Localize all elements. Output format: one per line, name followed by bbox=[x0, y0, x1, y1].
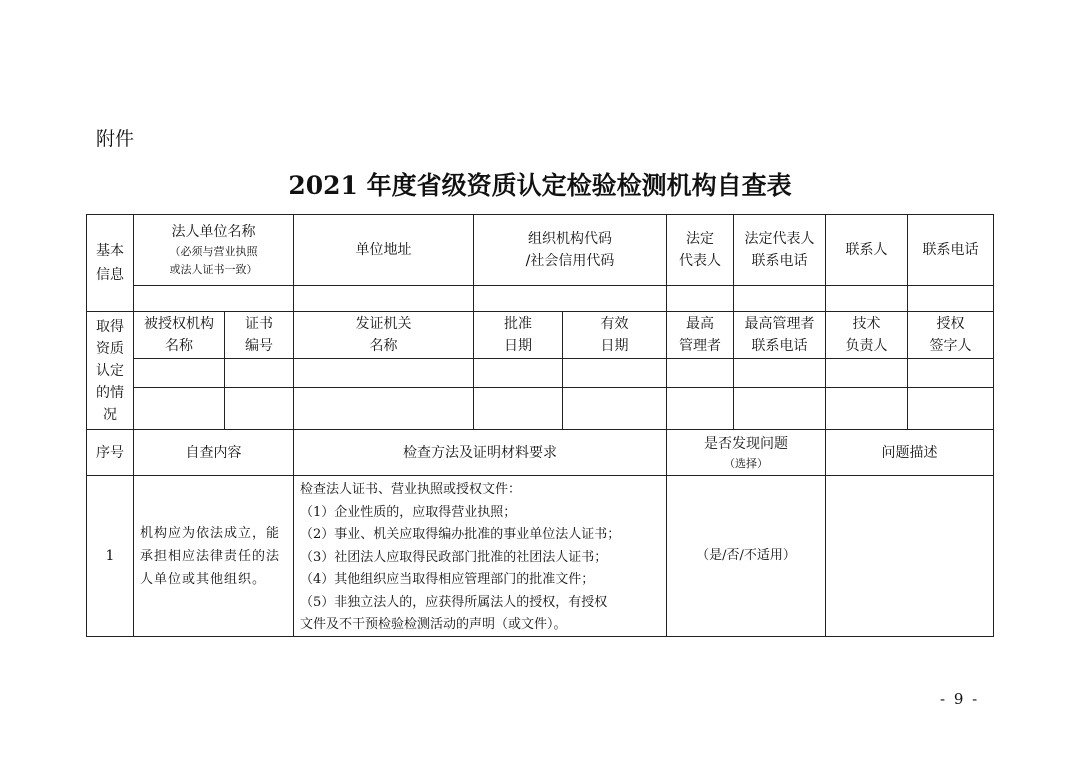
attachment-label: 附件 bbox=[96, 128, 135, 150]
seq-header: 序号 bbox=[86, 430, 134, 476]
legal-rep-phone-value bbox=[734, 286, 826, 312]
signatory-header: 授权 签字人 bbox=[908, 312, 994, 359]
method-line: 文件及不干预检验检测活动的声明（或文件）。 bbox=[300, 617, 567, 632]
qual-cell bbox=[294, 359, 474, 388]
item-methods bbox=[294, 476, 667, 637]
qual-cell bbox=[667, 359, 734, 388]
qual-cell bbox=[563, 388, 667, 430]
qual-cell bbox=[667, 388, 734, 430]
qual-cell bbox=[826, 388, 908, 430]
item-description[interactable] bbox=[826, 476, 994, 637]
found-issue-header: 是否发现问题 （选择） bbox=[667, 430, 826, 476]
contact-value bbox=[826, 286, 908, 312]
item-seq: 1 bbox=[86, 476, 134, 637]
basic-info-label: 基本 信息 bbox=[86, 214, 134, 312]
legal-rep-header: 法定 代表人 bbox=[667, 214, 734, 286]
method-line: （5）非独立法人的，应获得所属法人的授权，有授权 bbox=[300, 594, 608, 610]
org-code-header: 组织机构代码 /社会信用代码 bbox=[474, 214, 667, 286]
top-manager-header: 最高 管理者 bbox=[667, 312, 734, 359]
legal-rep-value bbox=[667, 286, 734, 312]
qual-cell bbox=[908, 359, 994, 388]
qual-cell bbox=[734, 359, 826, 388]
content-header: 自查内容 bbox=[134, 430, 294, 476]
qualification-label: 取得 资质 认定 的情 况 bbox=[86, 312, 134, 430]
qual-cell bbox=[474, 359, 563, 388]
qual-cell bbox=[563, 359, 667, 388]
address-header: 单位地址 bbox=[294, 214, 474, 286]
approval-date-header: 批准 日期 bbox=[474, 312, 563, 359]
legal-entity-name-value bbox=[134, 286, 294, 312]
contact-header: 联系人 bbox=[826, 214, 908, 286]
qual-cell bbox=[908, 388, 994, 430]
legal-rep-phone-header: 法定代表人 联系电话 bbox=[734, 214, 826, 286]
top-manager-phone-header: 最高管理者 联系电话 bbox=[734, 312, 826, 359]
valid-date-header: 有效 日期 bbox=[563, 312, 667, 359]
qual-cell bbox=[225, 359, 294, 388]
qual-cell bbox=[734, 388, 826, 430]
method-line: 检查法人证书、营业执照或授权文件： bbox=[300, 482, 522, 497]
contact-phone-header: 联系电话 bbox=[908, 214, 994, 286]
qual-cell bbox=[474, 388, 563, 430]
address-value bbox=[294, 286, 474, 312]
method-line: （4）其他组织应当取得相应管理部门的批准文件； bbox=[300, 572, 595, 587]
tech-lead-header: 技术 负责人 bbox=[826, 312, 908, 359]
cert-no-header: 证书 编号 bbox=[225, 312, 294, 359]
contact-phone-value bbox=[908, 286, 994, 312]
method-header: 检查方法及证明材料要求 bbox=[294, 430, 667, 476]
method-line: （1）企业性质的，应取得营业执照； bbox=[300, 504, 517, 520]
page-number: - 9 - bbox=[940, 690, 980, 708]
qual-cell bbox=[225, 388, 294, 430]
qual-cell bbox=[134, 359, 225, 388]
page-title: 2021 年度省级资质认定检验检测机构自查表 bbox=[288, 171, 792, 200]
legal-entity-name-header: 法人单位名称 （必须与营业执照 或法人证书一致） bbox=[134, 214, 294, 286]
org-code-value bbox=[474, 286, 667, 312]
description-header: 问题描述 bbox=[826, 430, 994, 476]
method-line: （2）事业、机关应取得编办批准的事业单位法人证书； bbox=[300, 527, 621, 542]
item-content: 机构应为依法成立，能承担相应法律责任的法人单位或其他组织。 bbox=[134, 476, 294, 637]
issuer-header: 发证机关 名称 bbox=[294, 312, 474, 359]
qual-cell bbox=[294, 388, 474, 430]
method-line: （3）社团法人应取得民政部门批准的社团法人证书； bbox=[300, 549, 608, 565]
qual-cell bbox=[826, 359, 908, 388]
item-choice[interactable]: （是/否/不适用） bbox=[667, 476, 826, 637]
qual-cell bbox=[134, 388, 225, 430]
authorized-org-header: 被授权机构 名称 bbox=[134, 312, 225, 359]
